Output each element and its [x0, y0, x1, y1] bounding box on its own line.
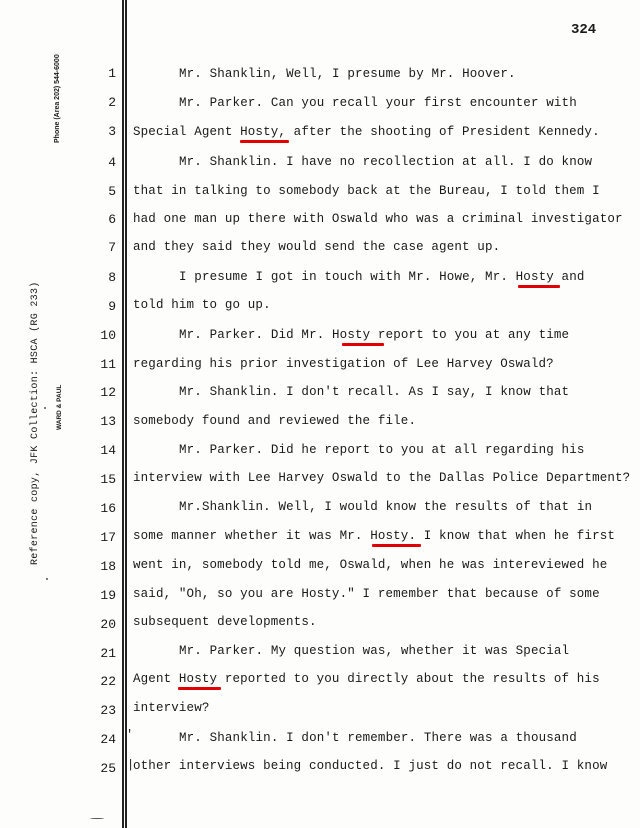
line-number: 5 [108, 184, 116, 199]
line-number: 25 [100, 761, 116, 776]
transcript-line: Agent Hosty reported to you directly about the results of his [133, 672, 600, 686]
line-number: 21 [100, 646, 116, 661]
line-number: 14 [100, 443, 116, 458]
line-number: 15 [100, 472, 116, 487]
line-number: 24 [100, 732, 116, 747]
transcript-line: that in talking to somebody back at the Bureau, I told them I [133, 184, 600, 198]
transcript-line: Mr. Shanklin. I have no recollection at all. I do know [179, 155, 593, 169]
scan-speck [46, 578, 48, 580]
transcript-line: Mr.Shanklin. Well, I would know the results of that in [179, 500, 593, 514]
page-number: 324 [571, 22, 597, 38]
line-number: 8 [108, 270, 116, 285]
line-number: 1 [108, 66, 116, 81]
transcript-line: interview with Lee Harvey Oswald to the Dallas Police Department? [133, 471, 631, 485]
line-number: 16 [100, 501, 116, 516]
scan-speck [44, 407, 46, 409]
transcript-line: I presume I got in touch with Mr. Howe, Mr. Hosty and [179, 270, 585, 284]
line-number: 23 [100, 703, 116, 718]
transcript-line: and they said they would send the case agent up. [133, 240, 501, 254]
line-number: 12 [100, 385, 116, 400]
line-number: 18 [100, 559, 116, 574]
transcript-line: interview? [133, 701, 210, 715]
line-number: 4 [108, 155, 116, 170]
transcript-line: Special Agent Hosty, after the shooting of President Kennedy. [133, 125, 600, 139]
transcript-line: regarding his prior investigation of Lee Harvey Oswald? [133, 357, 554, 371]
reporter-phone-label: Phone (Area 202) 544-6000 [54, 54, 61, 143]
transcript-line: somebody found and reviewed the file. [133, 414, 417, 428]
transcript-line: Mr. Shanklin. I don't recall. As I say, I know that [179, 385, 570, 399]
transcript-line: Mr. Parker. Did Mr. Hosty report to you at any time [179, 328, 570, 342]
transcript-line: went in, somebody told me, Oswald, when he was intereviewed he [133, 558, 608, 572]
hosty-underline [178, 687, 221, 690]
margin-rule-right [125, 0, 127, 828]
transcript-line: Mr. Parker. My question was, whether it was Special [179, 644, 570, 658]
transcript-line: told him to go up. [133, 298, 271, 312]
line-number: 9 [108, 299, 116, 314]
hosty-underline [372, 544, 421, 547]
hosty-underline [240, 140, 289, 143]
line-number: 11 [100, 357, 116, 372]
margin-mark: ' [126, 728, 134, 742]
line-number: 7 [108, 240, 116, 255]
transcript-line: Mr. Parker. Did he report to you at all regarding his [179, 443, 585, 457]
line-number: 6 [108, 212, 116, 227]
hosty-underline [342, 343, 384, 346]
transcript-line: Mr. Shanklin. I don't remember. There was a thousand [179, 731, 577, 745]
line-number: 20 [100, 617, 116, 632]
reporting-firm-label: WARD & PAUL [56, 384, 63, 430]
transcript-line: Mr. Shanklin, Well, I presume by Mr. Hoover. [179, 67, 516, 81]
transcript-line: subsequent developments. [133, 615, 317, 629]
line-number: 17 [100, 530, 116, 545]
transcript-line: said, "Oh, so you are Hosty." I remember that because of some [133, 587, 600, 601]
line-number: 19 [100, 588, 116, 603]
margin-mark: | [127, 758, 135, 772]
transcript-line: some manner whether it was Mr. Hosty. I know that when he first [133, 529, 616, 543]
line-number: 13 [100, 414, 116, 429]
margin-rule-left [122, 0, 124, 828]
collection-reference-label: Reference copy, JFK Collection: HSCA (RG 233) [30, 281, 41, 565]
transcript-line: other interviews being conducted. I just do not recall. I know [133, 759, 608, 773]
line-number: 3 [108, 124, 116, 139]
line-number: 10 [100, 328, 116, 343]
transcript-line: Mr. Parker. Can you recall your first encounter with [179, 96, 577, 110]
line-number: 22 [100, 674, 116, 689]
line-number: 2 [108, 95, 116, 110]
scan-speck [90, 818, 104, 819]
transcript-line: had one man up there with Oswald who was a criminal investigator [133, 212, 623, 226]
hosty-underline [518, 285, 560, 288]
